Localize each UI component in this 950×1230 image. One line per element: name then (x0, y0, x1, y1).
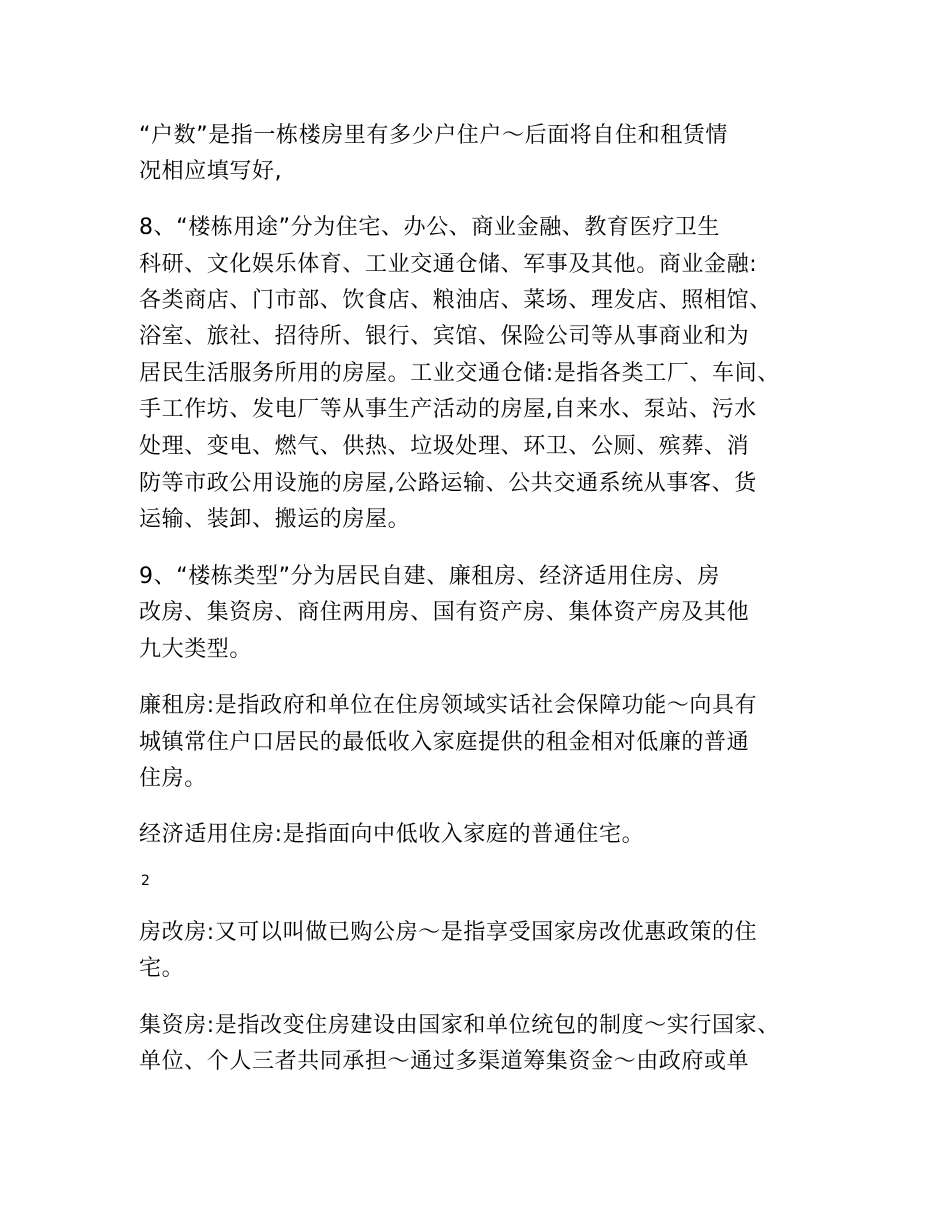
text-line: 各类商店、门市部、饮食店、粮油店、菜场、理发店、照相馆、 (139, 288, 772, 313)
text-line: 浴室、旅社、招待所、银行、宾馆、保险公司等从事商业和为 (139, 324, 750, 349)
text-line: 运输、装卸、搬运的房屋。 (139, 507, 411, 532)
text-line: 9、“楼栋类型”分为居民自建、廉租房、经济适用住房、房 (139, 564, 720, 589)
text-line: 手工作坊、发电厂等从事生产活动的房屋,自来水、泵站、污水 (139, 397, 757, 422)
text-line: 住房。 (139, 766, 207, 791)
text-line: 防等市政公用设施的房屋,公路运输、公共交通系统从事客、货 (139, 471, 757, 496)
text-line: 宅。 (139, 956, 185, 981)
text-line: 集资房:是指改变住房建设由国家和单位统包的制度～实行国家、 (139, 1013, 780, 1038)
text-line: 科研、文化娱乐体育、工业交通仓储、军事及其他。商业金融: (139, 252, 758, 277)
text-line: 处理、变电、燃气、供热、垃圾处理、环卫、公厕、殡葬、消 (139, 434, 750, 459)
text-line: 况相应填写好, (139, 159, 283, 184)
page-number: 2 (141, 873, 150, 889)
text-line: 居民生活服务所用的房屋。工业交通仓储:是指各类工厂、车间、 (139, 361, 780, 386)
text-line: 经济适用住房:是指面向中低收入家庭的普通住宅。 (139, 822, 645, 847)
text-line: 改房、集资房、商住两用房、国有资产房、集体资产房及其他 (139, 600, 750, 625)
text-line: 城镇常住户口居民的最低收入家庭提供的租金相对低廉的普通 (139, 730, 750, 755)
text-line: 廉租房:是指政府和单位在住房领域实话社会保障功能～向具有 (139, 693, 758, 718)
text-line: 单位、个人三者共同承担～通过多渠道筹集资金～由政府或单 (139, 1049, 750, 1074)
text-line: 8、“楼栋用途”分为住宅、办公、商业金融、教育医疗卫生 (139, 215, 720, 240)
text-line: 九大类型。 (139, 637, 253, 662)
text-line: “户数”是指一栋楼房里有多少户住户～后面将自住和租赁情 (139, 123, 728, 148)
text-line: 房改房:又可以叫做已购公房～是指享受国家房改优惠政策的住 (139, 920, 758, 945)
